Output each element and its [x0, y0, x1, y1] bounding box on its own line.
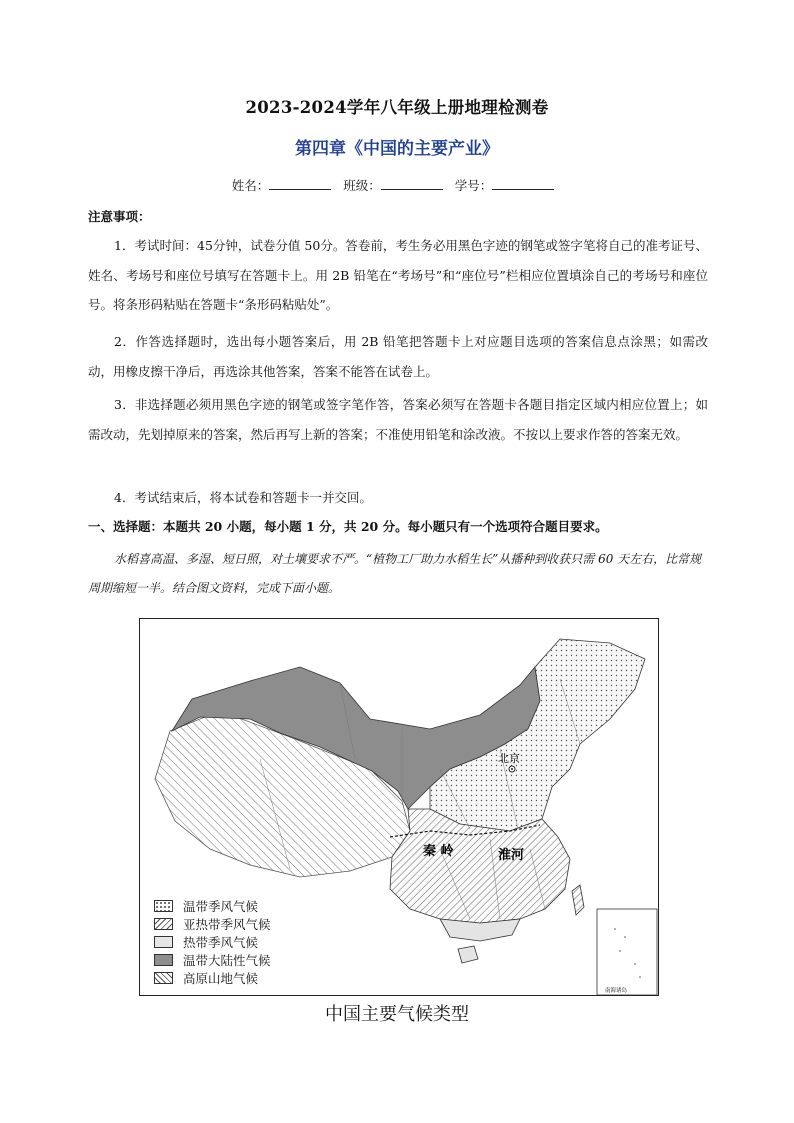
south-sea-inset	[597, 909, 657, 995]
note-item: 3．非选择题必须用黑色字迹的钢笔或签字笔作答，答案必须写在答题卡各题目指定区域内相应位置上；如需改动，先划掉原来的答案，然后再写上新的答案；不准使用铅笔和涂改液。不按以上要求作答的答案无效。	[88, 397, 708, 442]
notes-title: 注意事项：	[88, 209, 151, 224]
qinling-label: 秦 岭	[423, 844, 454, 859]
chapter-subtitle: 第四章《中国的主要产业》	[295, 139, 499, 159]
legend-item-continental: 温带大陆性气候	[154, 951, 271, 969]
note-item: 4．考试结束后，将本试卷和答题卡一并交回。	[114, 490, 372, 505]
note-item: 1．考试时间：45分钟，试卷分值 50分。答卷前，考生务必用黑色字迹的钢笔或签字笔将自己的准考证号、姓名、考场号和座位号填写在答题卡上。用 2B 铅笔在“考场号”和“座位号”栏相应位置填涂自己的考场号和座位号。将条形码粘贴在答题卡“条形码粘贴处”。	[88, 238, 708, 312]
id-label: 学号：	[454, 178, 493, 193]
section-heading: 一、选择题：本题共 20 小题，每小题 1 分，共 20 分。每小题只有一个选项符合题目要求。	[88, 519, 608, 534]
name-label: 姓名：	[231, 178, 270, 193]
legend-item-plateau: 高原山地气候	[154, 969, 258, 987]
question-intro: 水稻喜高温、多湿、短日照，对土壤要求不严。“植物工厂助力水稻生长”从播种到收获只需 60 天左右，比常规周期缩短一半。结合图文资料，完成下面小题。	[88, 552, 702, 595]
class-label: 班级：	[343, 178, 381, 193]
huaihe-label: 淮河	[498, 848, 525, 863]
legend-item-temperate: 温带季风气候	[154, 897, 258, 915]
south-sea-label: 南海诸岛	[605, 988, 628, 994]
exam-title: 2023-2024学年八年级上册地理检测卷	[245, 98, 549, 117]
legend-item-subtropical: 亚热带季风气候	[154, 915, 271, 933]
hainan-island	[458, 946, 478, 963]
student-info-fields	[0, 176, 794, 194]
name-field[interactable]	[269, 177, 331, 190]
taiwan-island	[572, 885, 584, 915]
beijing-label: 北京	[498, 752, 520, 765]
legend-item-tropical: 热带季风气候	[154, 933, 258, 951]
note-item: 2．作答选择题时，选出每小题答案后，用 2B 铅笔把答题卡上对应题目选项的答案信息点涂黑；如需改动，用橡皮擦干净后，再选涂其他答案，答案不能答在试卷上。	[88, 334, 708, 379]
climate-map	[139, 618, 659, 996]
class-field[interactable]	[381, 177, 443, 190]
map-caption: 中国主要气候类型	[325, 1004, 469, 1025]
id-field[interactable]	[492, 177, 554, 190]
